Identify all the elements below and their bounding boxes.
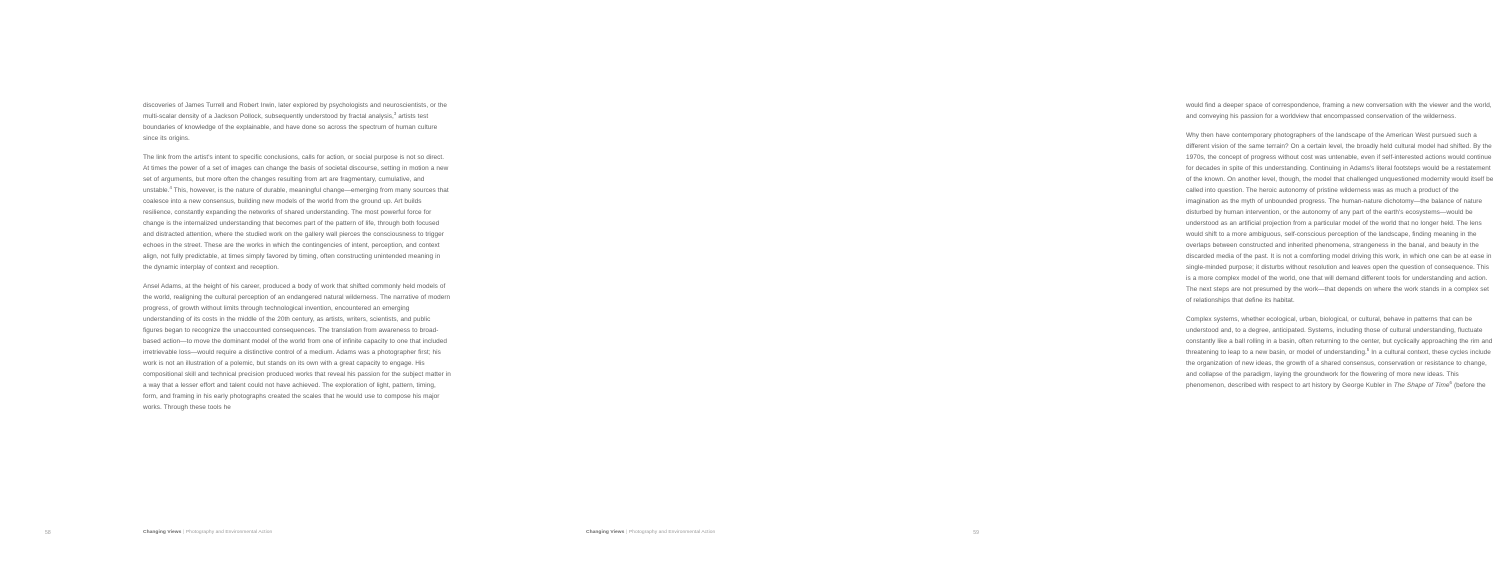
paragraph <box>143 281 451 414</box>
footnote-marker: 5 <box>1366 347 1370 353</box>
text-run: would find a deeper space of correspondence, framing a new conversation with the viewer and the world, and conveying his passion for a worldview that encompassed conservation of the wilderness. <box>1186 102 1492 121</box>
running-head-subtitle: Photography and Environmental Action <box>185 530 273 535</box>
running-head-separator: | <box>625 530 628 535</box>
paragraph <box>143 100 451 144</box>
paragraph <box>1186 130 1494 307</box>
paragraph <box>1186 100 1494 122</box>
page-right-text-column <box>1186 100 1494 391</box>
running-head-subtitle: Photography and Environmental Action <box>628 530 716 535</box>
text-run: The link from the artist's intent to specific conclusions, calls for action, or social purpose is not so direct. At times the power of a set of images can change the basis of societal discourse, setting in motion a new set of arguments, but more often the changes resulting from art are fragmentary, cumulative, and unstable. <box>143 153 449 194</box>
text-run: This, however, is the nature of durable, meaningful change—emerging from many sources that coalesce into a new consensus, building new models of the world from the ground up. Art builds resilience, constantly expanding the networks of shared understanding. The most powerful force for change is the internalized understanding that becomes part of the pattern of life, through both focused and distracted attention, where the studied work on the gallery wall pierces the consciousness to trigger echoes in the street. These are the works in which the contingencies of intent, perception, and context align, not fully predictable, at times simply favored by timing, often constructing unintended meaning in the dynamic interplay of context and reception. <box>143 186 449 272</box>
page-right-footer <box>557 530 979 540</box>
book-title-italic: The Shape of Time <box>1393 382 1450 390</box>
page-left-footer <box>45 530 467 540</box>
text-run: In a cultural context, these cycles include the organization of new ideas, the growth of a shared consensus, conservation or resistance to change, and collapse of the paradigm, laying the groundwork for the flowering of more new ideas. This phenomenon, described with respect to art history by George Kubler in <box>1186 349 1491 390</box>
text-run: Why then have contemporary photographers of the landscape of the American West pursued such a different vision of the same terrain? On a certain level, the broadly held cultural model had shifted. By the 1970s, the concept of progress without cost was untenable, even if self-interested actions would continue for decades in spite of this understanding. Continuing in Adams's literal footsteps would be a restatement of the known. On another level, though, the model that challenged unquestioned modernity would itself be called into question. The heroic autonomy of pristine wilderness was as much a product of the imagination as the myth of unbounded progress. The human-nature dichotomy—the balance of nature disturbed by human intervention, or the autonomy of any part of the earth's ecosystems—would be understood as an artificial projection from a particular model of the world that no longer held. The lens would shift to a more ambiguous, self-conscious perception of the landscape, finding meaning in the overlaps between constructed and inherited phenomena, strangeness in the banal, and beauty in the discarded media of the past. It is not a comforting model driving this work, in which one can be at ease in single-minded purpose; it disturbs without resolution and leaves open the question of consequence. This is a more complex model of the world, one that will demand different tools for understanding and action. The next steps are not presumed by the work—that depends on where the work stands in a complex set of relationships that define its habitat. <box>1186 131 1494 305</box>
running-head-separator: | <box>182 530 185 535</box>
footnote-marker: 3 <box>393 110 397 116</box>
running-head-title: Changing Views <box>586 530 625 535</box>
text-run: Complex systems, whether ecological, urban, biological, or cultural, behave in patterns that can be understood and, to a degree, anticipated. Systems, including those of cultural understanding, fluctuate constantly like a ball rolling in a basin, often returning to the center, but cyclically approaching the rim and threatening to leap to a new basin, or model of understanding. <box>1186 316 1493 357</box>
page-number-right: 59 <box>973 530 979 536</box>
running-head-left <box>143 530 272 535</box>
running-head-title: Changing Views <box>143 530 182 535</box>
page-left <box>0 0 512 572</box>
footnote-marker: 4 <box>169 184 172 190</box>
paragraph <box>1186 314 1494 391</box>
page-number-left: 58 <box>45 530 51 536</box>
text-run: artists test boundaries of knowledge of the explainable, and have done so across the spectrum of human culture since its origins. <box>143 113 438 143</box>
page-right <box>512 0 1494 572</box>
text-run: (before the <box>1451 382 1486 390</box>
page-left-text-column <box>143 100 451 413</box>
text-run: discoveries of James Turrell and Robert Irwin, later explored by psychologists and neuroscientists, or the multi-scalar density of a Jackson Pollock, subsequently understood by fractal analysis, <box>143 102 448 121</box>
text-run: Ansel Adams, at the height of his career, produced a body of work that shifted commonly held models of the world, realigning the cultural perception of an endangered natural wilderness. The narrative of modern progress, of growth without limits through technological invention, encountered an emerging understanding of its costs in the middle of the 20th century, as artists, writers, scientists, and public figures began to recognize the unaccounted consequences. The translation from awareness to broad-based action—to move the dominant model of the world from one of infinite capacity to one that included irretrievable loss—would require a distinctive control of a medium. Adams was a photographer first; his work is not an illustration of a polemic, but stands on its own with a great capacity to engage. His compositional skill and technical precision produced works that reveal his passion for the subject matter in a way that a lesser effort and talent could not have achieved. The exploration of light, pattern, timing, form, and framing in his early photographs created the scales that he would use to compose his major works. Through these tools he <box>143 282 451 412</box>
footnote-marker: 6 <box>1449 380 1452 386</box>
paragraph <box>143 152 451 274</box>
running-head-right <box>586 530 715 535</box>
